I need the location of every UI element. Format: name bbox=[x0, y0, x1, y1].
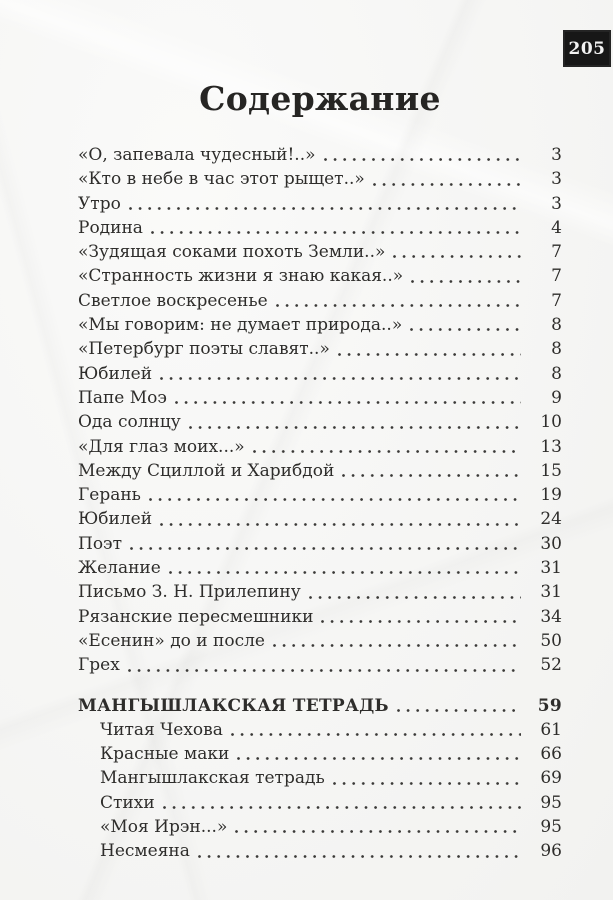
toc-entry bbox=[78, 410, 562, 434]
toc-entry-label: Светлое воскресенье bbox=[78, 290, 268, 311]
page-number-badge: 205 bbox=[563, 30, 611, 67]
toc-entry-page: 13 bbox=[540, 436, 562, 457]
toc-entry-page: 19 bbox=[540, 485, 562, 506]
toc-entry-page: 95 bbox=[540, 817, 562, 838]
dot-leader bbox=[151, 216, 521, 240]
dot-leader bbox=[273, 629, 521, 653]
dot-leader bbox=[175, 386, 521, 410]
dot-leader bbox=[189, 410, 521, 434]
toc-entry-page: 8 bbox=[551, 315, 562, 336]
toc-entry-page: 61 bbox=[540, 719, 562, 740]
toc-entry-label: Родина bbox=[78, 217, 143, 238]
toc-entry-page: 3 bbox=[551, 145, 562, 165]
toc-entry-label: Ода солнцу bbox=[78, 412, 181, 433]
toc-entry-page: 9 bbox=[551, 387, 562, 408]
dot-leader bbox=[342, 459, 521, 483]
toc-entry-label: Стихи bbox=[100, 792, 155, 813]
toc-entry-page: 30 bbox=[540, 533, 562, 554]
dot-leader bbox=[198, 839, 521, 863]
toc-entry bbox=[78, 264, 562, 288]
toc-entry bbox=[78, 362, 562, 386]
toc-entry-page: 3 bbox=[551, 169, 562, 190]
toc-entry bbox=[78, 386, 562, 410]
toc-entry-page: 10 bbox=[540, 412, 562, 433]
toc-entry bbox=[78, 240, 562, 264]
toc-entry-label: «Для глаз моих...» bbox=[78, 436, 245, 457]
toc-entry-label: Юбилей bbox=[78, 363, 153, 384]
toc-entry bbox=[78, 629, 562, 653]
toc-entry-page: 24 bbox=[540, 509, 562, 530]
dot-leader bbox=[253, 435, 521, 459]
toc-entry bbox=[78, 507, 562, 531]
toc-entry bbox=[78, 289, 562, 313]
toc-entry-label: Несмеяна bbox=[100, 841, 190, 862]
toc-list bbox=[78, 143, 562, 864]
toc-entry-label: «О, запевала чудесный!..» bbox=[78, 145, 316, 165]
dot-leader bbox=[411, 264, 521, 288]
toc-entry bbox=[78, 742, 562, 766]
toc-entry-page: 50 bbox=[540, 630, 562, 651]
dot-leader bbox=[160, 507, 521, 531]
dot-leader bbox=[160, 362, 521, 386]
toc-entry bbox=[78, 216, 562, 240]
toc-entry-page: 31 bbox=[540, 558, 562, 579]
toc-entry bbox=[78, 718, 562, 742]
toc-entry bbox=[78, 605, 562, 629]
toc-entry bbox=[78, 143, 562, 167]
toc-entry bbox=[78, 337, 562, 361]
toc-entry-label: «Кто в небе в час этот рыщет..» bbox=[78, 169, 365, 190]
dot-leader bbox=[373, 167, 521, 191]
toc-entry-label: Поэт bbox=[78, 533, 122, 554]
dot-leader bbox=[235, 815, 521, 839]
dot-leader bbox=[169, 556, 521, 580]
dot-leader bbox=[397, 694, 521, 718]
toc-entry-label: Письмо З. Н. Прилепину bbox=[78, 582, 301, 603]
toc-entry-label: Желание bbox=[78, 558, 161, 579]
toc-entry bbox=[78, 192, 562, 216]
toc-entry-label: Между Сциллой и Харибдой bbox=[78, 460, 335, 481]
toc-entry bbox=[78, 532, 562, 556]
toc-entry-label: «Странность жизни я знаю какая..» bbox=[78, 266, 404, 287]
toc-entry-label: Красные маки bbox=[100, 744, 230, 765]
toc-entry-page: 34 bbox=[540, 606, 562, 627]
dot-leader bbox=[231, 718, 521, 742]
toc-entry-page: 52 bbox=[540, 655, 562, 676]
dot-leader bbox=[129, 192, 521, 216]
toc-entry-label: Читая Чехова bbox=[100, 719, 223, 740]
toc-entry bbox=[78, 556, 562, 580]
toc-entry bbox=[78, 167, 562, 191]
toc-entry bbox=[78, 483, 562, 507]
toc-entry-label: Рязанские пересмешники bbox=[78, 606, 314, 627]
toc-entry-page: 96 bbox=[540, 841, 562, 862]
toc-entry bbox=[78, 694, 562, 718]
toc-entry bbox=[78, 791, 562, 815]
toc-entry-label: «Моя Ирэн...» bbox=[100, 817, 228, 838]
toc-entry-page: 66 bbox=[540, 744, 562, 765]
toc-entry bbox=[78, 580, 562, 604]
toc-entry-page: 8 bbox=[551, 339, 562, 360]
toc-entry-page: 4 bbox=[551, 217, 562, 238]
toc-entry-label: Папе Моэ bbox=[78, 387, 167, 408]
dot-leader bbox=[410, 313, 521, 337]
toc-entry-page: 7 bbox=[551, 266, 562, 287]
dot-leader bbox=[309, 580, 521, 604]
toc-entry-page: 8 bbox=[551, 363, 562, 384]
dot-leader bbox=[321, 605, 521, 629]
toc-entry-page: 31 bbox=[540, 582, 562, 603]
dot-leader bbox=[333, 766, 521, 790]
toc-entry-label: Грех bbox=[78, 655, 120, 676]
dot-leader bbox=[130, 532, 521, 556]
toc-entry-label: «Есенин» до и после bbox=[78, 630, 265, 651]
toc-entry bbox=[78, 313, 562, 337]
toc-entry-label: Мангышлакская тетрадь bbox=[100, 768, 325, 789]
toc-entry-label: «Зудящая соками похоть Земли..» bbox=[78, 242, 386, 263]
dot-leader bbox=[237, 742, 521, 766]
toc-entry bbox=[78, 766, 562, 790]
toc-entry-page: 7 bbox=[551, 290, 562, 311]
toc-entry-label: «Петербург поэты славят..» bbox=[78, 339, 330, 360]
page-title: Содержание bbox=[199, 79, 441, 118]
dot-leader bbox=[338, 337, 521, 361]
toc-entry bbox=[78, 815, 562, 839]
toc-entry-label: «Мы говорим: не думает природа..» bbox=[78, 315, 403, 336]
toc-entry-page: 69 bbox=[540, 768, 562, 789]
dot-leader bbox=[276, 289, 521, 313]
toc-entry bbox=[78, 435, 562, 459]
toc-entry bbox=[78, 459, 562, 483]
dot-leader bbox=[324, 143, 521, 167]
dot-leader bbox=[163, 791, 521, 815]
toc-entry-label: Утро bbox=[78, 193, 121, 214]
toc-entry bbox=[78, 839, 562, 863]
dot-leader bbox=[393, 240, 521, 264]
toc-entry-label: МАНГЫШЛАКСКАЯ ТЕТРАДЬ bbox=[78, 695, 389, 716]
toc-entry-label: Юбилей bbox=[78, 509, 153, 530]
toc-entry-page: 95 bbox=[540, 792, 562, 813]
dot-leader bbox=[128, 653, 521, 677]
toc-entry bbox=[78, 653, 562, 677]
toc-entry-page: 7 bbox=[551, 242, 562, 263]
toc-entry-page: 15 bbox=[540, 460, 562, 481]
dot-leader bbox=[149, 483, 521, 507]
toc-entry-page: 3 bbox=[551, 193, 562, 214]
toc-entry-page: 59 bbox=[537, 695, 562, 716]
toc-entry-label: Герань bbox=[78, 485, 141, 506]
